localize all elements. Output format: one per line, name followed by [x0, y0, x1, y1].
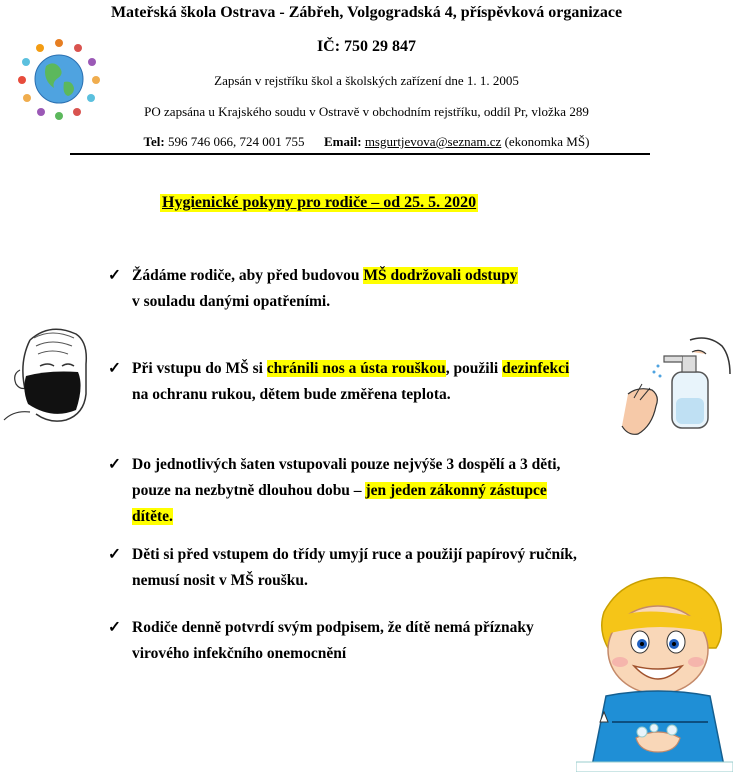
list-item	[108, 615, 534, 667]
email-note: (ekonomka MŠ)	[504, 134, 590, 149]
header-divider	[70, 153, 650, 155]
item-text: Žádáme rodiče, aby před budovou	[132, 267, 364, 284]
court-registration-line: PO zapsána u Krajského soudu v Ostravě v obchodním rejstříku, oddíl Pr, vložka 289	[144, 104, 589, 119]
registry-line: Zapsán v rejstříku škol a školských zařízení dne 1. 1. 2005	[214, 73, 519, 88]
notice-heading: Hygienické pokyny pro rodiče – od 25. 5. 2020	[162, 194, 477, 211]
item-text: Při vstupu do MŠ si	[132, 360, 267, 377]
check-icon: ✓	[108, 360, 121, 377]
list-item	[108, 452, 560, 530]
tel-value: 596 746 066, 724 001 755	[168, 134, 305, 149]
check-icon: ✓	[108, 456, 121, 473]
item-text: , použili	[445, 360, 503, 377]
email-label: Email:	[324, 134, 362, 149]
item-text: v souladu danými opatřeními.	[132, 293, 331, 310]
item-text: Do jednotlivých šaten vstupovali pouze nejvýše 3 dospělí a 3 děti,	[132, 456, 561, 473]
list-item	[108, 542, 577, 594]
check-icon: ✓	[108, 619, 121, 636]
list-item	[108, 356, 569, 408]
item-highlight: jen jeden zákonný zástupce	[365, 482, 547, 499]
check-icon: ✓	[108, 267, 121, 284]
hand-sanitizer-illustration	[620, 332, 732, 438]
contact-line	[0, 134, 733, 150]
item-text: na ochranu rukou, dětem bude změřena teplota.	[132, 386, 451, 403]
email-link[interactable]: msgurtjevova@seznam.cz	[364, 134, 502, 149]
item-text: pouze na nezbytně dlouhou dobu –	[132, 482, 366, 499]
tel-label: Tel:	[143, 134, 165, 149]
check-icon: ✓	[108, 546, 121, 563]
list-item	[108, 263, 518, 315]
item-text: virového infekčního onemocnění	[132, 645, 347, 662]
item-text: Rodiče denně potvrdí svým podpisem, že dítě nemá příznaky	[132, 619, 534, 636]
item-highlight: dezinfekci	[502, 360, 570, 377]
face-mask-illustration	[0, 320, 98, 426]
item-highlight: MŠ dodržovali odstupy	[363, 267, 518, 284]
company-id: IČ: 750 29 847	[316, 38, 417, 55]
item-highlight: dítěte.	[132, 508, 173, 525]
item-highlight: chránili nos a ústa rouškou	[266, 360, 446, 377]
item-text: Děti si před vstupem do třídy umyjí ruce a použijí papírový ručník,	[132, 546, 577, 563]
item-text: nemusí nosit v MŠ roušku.	[132, 572, 308, 589]
boy-washing-hands-illustration	[576, 572, 733, 772]
school-name: Mateřská škola Ostrava - Zábřeh, Volgogradská 4, příspěvková organizace	[110, 4, 623, 21]
